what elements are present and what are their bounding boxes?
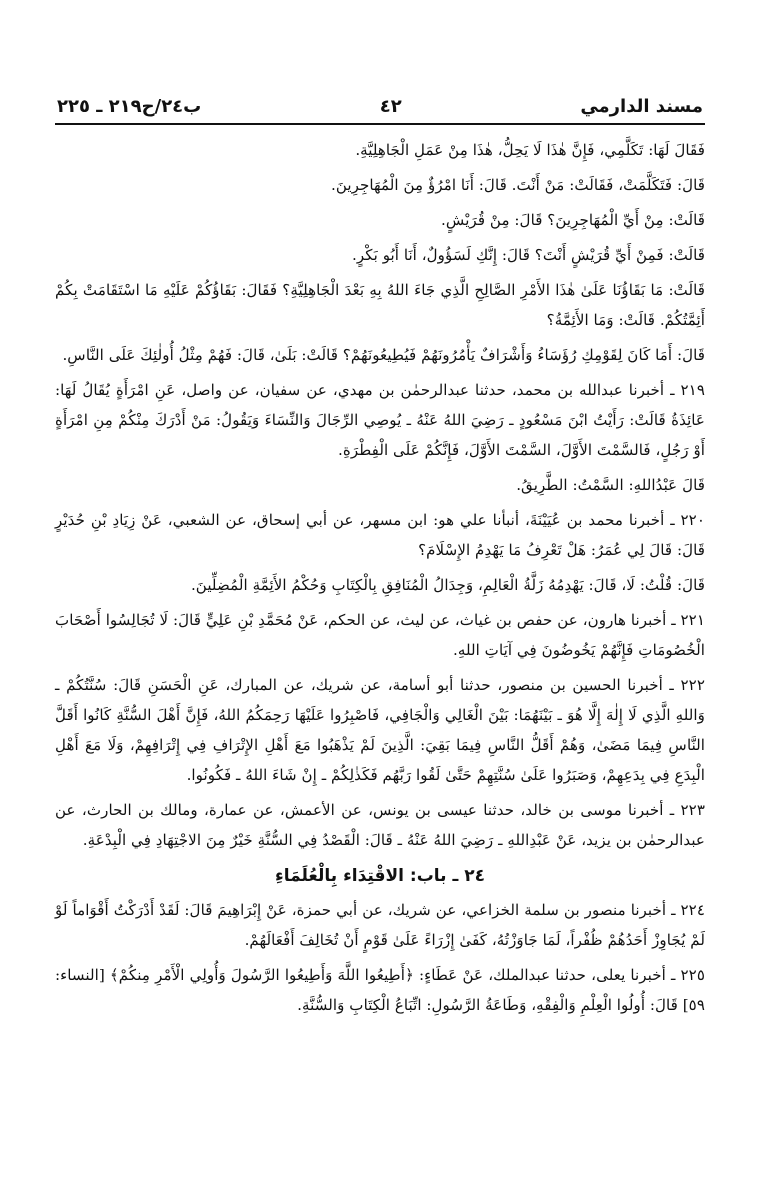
book-page <box>55 96 705 1025</box>
text-paragraph: قَالَ: أَمَا كَانَ لِقَوْمِكِ رُؤَسَاءُ وَأَشْرَافٌ يَأْمُرُونَهُمْ فَيُطِيعُونَهُمْ؟ قَالَتْ: بَلَىٰ، قَالَ: فَهُمْ مِثْلُ أُولٰئِكَ عَلَى النَّاسِ. <box>62 346 705 364</box>
page-number: ٤٢ <box>379 96 402 117</box>
hadith-224: ٢٢٤ ـ أخبرنا منصور بن سلمة الخزاعي، عن شريك، عن أبي حمزة، عَنْ إِبْرَاهِيمَ قَالَ: لَقَدْ أَدْرَكْتُ أَقْوَاماً لَوْ لَمْ يُجَاوِزْ أَحَدُهُمْ ظُفْراً، لَمَا جَاوَزْتُهُ، كَفَىٰ إِزْرَاءً عَلَىٰ قَوْمٍ أَنْ تُخَالِفَ أَفْعَالَهُمْ. <box>55 901 705 949</box>
text-paragraph: قَالَتْ: مَا بَقَاؤُنَا عَلَىٰ هٰذَا الأَمْرِ الصَّالِحِ الَّذِي جَاءَ اللهُ بِهِ بَعْدَ الْجَاهِلِيَّةِ؟ فَقَالَ: بَقَاؤُكُمْ عَلَيْهِ مَا اسْتَقَامَتْ بِكُمْ أَئِمَّتُكُمْ. قَالَتْ: وَمَا الأَئِمَّةُ؟ <box>55 281 705 329</box>
running-header <box>55 96 705 125</box>
page-body <box>55 135 705 1020</box>
hadith-223: ٢٢٣ ـ أخبرنا موسى بن خالد، حدثنا عيسى بن يونس، عن الأعمش، عن عمارة، ومالك بن الحارث، عن عبدالرحمٰن بن يزيد، عَنْ عَبْدِاللهِ ـ رَضِيَ اللهُ عَنْهُ ـ قَالَ: الْقَصْدُ فِي السُّنَّةِ خَيْرٌ مِنَ الاجْتِهَادِ فِي الْبِدْعَةِ. <box>55 801 705 849</box>
text-paragraph: قَالَ: قُلْتُ: لَا، قَالَ: يَهْدِمُهُ زَلَّةُ الْعَالِمِ، وَجِدَالُ الْمُنَافِقِ بِالْكِتَابِ وَحُكْمُ الأَئِمَّةِ الْمُضِلِّينَ. <box>190 576 705 594</box>
text-paragraph: قَالَ عَبْدُاللهِ: السَّمْتُ: الطَّرِيقُ. <box>516 476 705 494</box>
chapter-heading: ٢٤ ـ باب: الاقْتِدَاء بِالْعُلَمَاءِ <box>275 866 485 886</box>
hadith-225: ٢٢٥ ـ أخبرنا يعلى، حدثنا عبدالملك، عَنْ عَطَاءٍ: ﴿أَطِيعُوا اللَّهَ وَأَطِيعُوا الرَّسُولَ وَأُولِي الْأَمْرِ مِنكُمْ﴾ [النساء: ٥٩] قَالَ: أُولُوا الْعِلْمِ وَالْفِقْهِ، وَطَاعَةُ الرَّسُولِ: اتِّبَاعُ الْكِتَابِ وَالسُّنَّةِ. <box>55 966 705 1014</box>
text-paragraph: قَالَ: فَتَكَلَّمَتْ، فَقَالَتْ: مَنْ أَنْتَ. قَالَ: أَنَا امْرُؤٌ مِنَ الْمُهَاجِرِينَ. <box>331 176 705 194</box>
hadith-222: ٢٢٢ ـ أخبرنا الحسين بن منصور، حدثنا أبو أسامة، عن شريك، عن المبارك، عَنِ الْحَسَنِ قَالَ: سُنَّتُكُمْ ـ وَاللهِ الَّذِي لَا إِلٰهَ إِلَّا هُوَ ـ بَيْنَهُمَا: بَيْنَ الْغَالِي وَالْجَافِي، فَاصْبِرُوا عَلَيْهَا رَحِمَكُمُ اللهُ، فَإِنَّ أَهْلَ السُّنَّةِ كَانُوا أَقَلَّ النَّاسِ فِيمَا مَضَىٰ، وَهُمْ أَقَلُّ النَّاسِ فِيمَا بَقِيَ: الَّذِينَ لَمْ يَذْهَبُوا مَعَ أَهْلِ الإِتْرَافِ فِي إِتْرَافِهِمْ، وَلَا مَعَ أَهْلِ الْبِدَعِ فِي بِدَعِهِمْ، وَصَبَرُوا عَلَىٰ سُنَّتِهِمْ حَتَّىٰ لَقُوا رَبَّهُم فَكَذٰلِكُمْ ـ إِنْ شَاءَ اللهُ ـ فَكُونُوا. <box>55 676 705 784</box>
section-reference: ب٢٤/ح٢١٩ ـ ٢٢٥ <box>57 96 202 117</box>
book-title: مسند الدارمي <box>580 96 703 117</box>
text-paragraph: قَالَتْ: فَمِنْ أَيِّ قُرَيْشٍ أَنْتَ؟ قَالَ: إِنَّكِ لَسَؤُولٌ، أَنَا أَبُو بَكْرٍ. <box>352 246 705 264</box>
text-paragraph: فَقَالَ لَهَا: تَكَلَّمِي، فَإِنَّ هٰذَا لَا يَحِلُّ، هٰذَا مِنْ عَمَلِ الْجَاهِلِيَّةِ. <box>355 141 705 159</box>
hadith-220: ٢٢٠ ـ أخبرنا محمد بن عُيَيْنَةَ، أنبأنا علي هو: ابن مسهر، عن أبي إسحاق، عن الشعبي، عَنْ زِيَادِ بْنِ حُدَيْرٍ قَالَ: قَالَ لِي عُمَرُ: هَلْ تَعْرِفُ مَا يَهْدِمُ الإِسْلَامَ؟ <box>55 511 705 559</box>
text-paragraph: قَالَتْ: مِنْ أَيِّ الْمُهَاجِرِينَ؟ قَالَ: مِنْ قُرَيْشٍ. <box>441 211 705 229</box>
hadith-219: ٢١٩ ـ أخبرنا عبدالله بن محمد، حدثنا عبدالرحمٰن بن مهدي، عن سفيان، عن واصل، عَنِ امْرَأَةٍ يُقَالُ لَهَا: عَائِذَةُ قَالَتْ: رَأَيْتُ ابْنَ مَسْعُودٍ ـ رَضِيَ اللهُ عَنْهُ ـ يُوصِي الرِّجَالَ وَالنِّسَاءَ وَيَقُولُ: مَنْ أَدْرَكَ مِنْكُمْ مِنِ امْرَأَةٍ أَوْ رَجُلٍ، فَالسَّمْتَ الأَوَّلَ، السَّمْتَ الأَوَّلَ، فَإِنَّكُمْ عَلَى الْفِطْرَةِ. <box>55 381 705 459</box>
hadith-221: ٢٢١ ـ أخبرنا هارون، عن حفص بن غياث، عن ليث، عن الحكم، عَنْ مُحَمَّدِ بْنِ عَلِيٍّ قَالَ: لَا تُجَالِسُوا أَصْحَابَ الْخُصُومَاتِ فَإِنَّهُمْ يَخُوضُونَ فِي آيَاتِ اللهِ. <box>55 611 705 659</box>
